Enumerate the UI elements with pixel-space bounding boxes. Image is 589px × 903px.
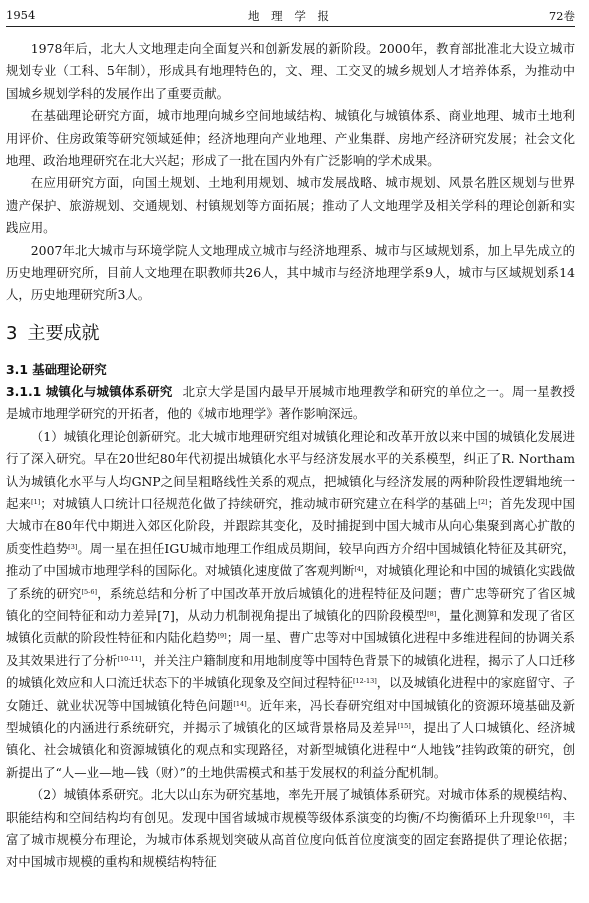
paragraph-basic-theory: 在基础理论研究方面，城市地理向城乡空间地域结构、城镇化与城镇体系、商业地理、城市土地利用评价、住房政策等研究领域延伸；经济地理向产业地理、产业集群、房地产经济研究发展；社会文化地理、政治地理研究在北大兴起；形成了一批在国内外有广泛影响的学术成果。 bbox=[6, 108, 575, 169]
paragraph-applied-research: 在应用研究方面，向国土规划、土地利用规划、城市发展战略、城市规划、风景名胜区规划与世界遗产保护、旅游规划、交通规划、村镇规划等方面拓展；推动了人文地理学及相关学科的理论创新和实践应用。 bbox=[6, 175, 575, 236]
text-run: ，并关注户籍制度和用地制度等中国特色背景下的城镇化进程，揭示了人口迁移的城镇化效应和人口流迁状态下的半城镇化现象及空间过程特征 bbox=[6, 652, 575, 691]
text-run: （2）城镇体系研究。北大以山东为研究基地，率先开展了城镇体系研究。对城市体系的规模结构、职能结构和空间结构均有创见。发现中国省域城市规模等级体系演变的均衡/不均衡循环上升现象 bbox=[6, 787, 575, 825]
section-number: 3 bbox=[6, 322, 18, 344]
text-run: ；对城镇人口统计口径规范化做了持续研究，推动城市研究建立在科学的基础上 bbox=[40, 495, 479, 511]
text-run: ；首先发现中国大城市在80年代中期进入郊区化阶段，并跟踪其变化，及时捕捉到中国大城市从向心集聚到离心扩散的质变性趋势 bbox=[6, 495, 575, 556]
text-run: ，量化测算和发现了省区城镇化贡献的阶段性特征和内陆化趋势 bbox=[6, 607, 575, 646]
citation: [8] bbox=[427, 609, 437, 618]
paragraph-urban-system bbox=[6, 784, 575, 874]
volume-label: 72卷 bbox=[548, 9, 575, 23]
citation: [3] bbox=[68, 542, 78, 551]
text-run: ，丰富了城市规模分布理论，为城市体系规划突破从高首位度向低首位度演变的固定套路提供了理论依据；对中国城市规模的重构和规模结构特征 bbox=[6, 809, 575, 870]
citation: [15] bbox=[397, 721, 411, 730]
citation: [14] bbox=[233, 699, 247, 708]
subsection-heading-3-1: 3.1 基础理论研究 bbox=[6, 361, 107, 377]
text-run: 。近年来，冯长春研究组对中国城镇化的资源环境基础及新型城镇化的内涵进行系统研究，并揭示了城镇化的区域背景格局及差异 bbox=[6, 697, 576, 735]
citation: [10-11] bbox=[117, 654, 142, 663]
paragraph-2007: 2007年北大城市与环境学院人文地理成立城市与经济地理系、城市与区域规划系，加上早先成立的历史地理研究所，目前人文地理在职教师共26人，其中城市与经济地理学系9人，城市与区域规划系14人，历史地理研究所3人。 bbox=[6, 242, 575, 303]
citation: [5-6] bbox=[81, 587, 98, 596]
citation: [9] bbox=[217, 632, 227, 641]
subsubsection-heading-3-1-1: 3.1.1 城镇化与城镇体系研究 bbox=[6, 383, 173, 399]
section-title: 主要成就 bbox=[27, 322, 100, 344]
citation: [16] bbox=[536, 811, 550, 820]
citation: [12-13] bbox=[352, 677, 377, 686]
citation: [2] bbox=[478, 497, 488, 506]
text-run: ，对城镇化理论和中国的城镇化实践做了系统的研究 bbox=[6, 563, 576, 601]
paragraph-3-1-1-text: 北京大学是国内最早开展城市地理教学和研究的单位之一。周一星教授是城市地理学研究的开拓者，他的《城市地理学》著作影响深远。 bbox=[6, 383, 576, 422]
citation: [1] bbox=[31, 497, 41, 506]
text-run: ，提出了人口城镇化、经济城镇化、社会城镇化和资源城镇化的观点和实现路径，对新型城镇化进程中“人地钱”挂钩政策的研究，创新提出了“人—业—地—钱（财）”的土地供需模式和基于发展权的利益分配机制。 bbox=[6, 719, 575, 780]
paragraph-1978: 1978年后，北大人文地理走向全面复兴和创新发展的新阶段。2000年，教育部批准北大设立城市规划专业（工科、5年制），形成具有地理特色的，文、理、工交叉的城乡规划人才培养体系，为推动中国城乡规划学科的发展作出了重要贡献。 bbox=[6, 41, 575, 101]
text-run: 。周一星在担任IGU城市地理工作组成员期间，较早向西方介绍中国城镇化特征及其研究，推动了中国城市地理学科的国际化。对城镇化速度做了客观判断 bbox=[6, 540, 575, 579]
text-run: （1）城镇化理论创新研究。北大城市地理研究组对城镇化理论和改革开放以来中国的城镇化发展进行了深入研究。早在20世纪80年代初提出城镇化水平与经济发展水平的关系模型，纠正了R. Northam认为城镇化水平与人均GNP之间呈粗略线性关系的观点，把城镇化与经济发展的两种阶段性逻辑地统一起来 bbox=[6, 428, 575, 511]
journal-title: 地 理 学 报 bbox=[248, 9, 333, 23]
text-run: ，系统总结和分析了中国改革开放后城镇化的进程特征及问题；曹广忠等研究了省区城镇化的空间特征和动力差异[7]，从动力机制视角提出了城镇化的四阶段模型 bbox=[6, 585, 576, 623]
paragraph-urbanization-theory bbox=[6, 426, 575, 785]
citation: [4] bbox=[354, 565, 364, 574]
paragraph-3-1-1 bbox=[6, 381, 575, 426]
text-run: ；周一星、曹广忠等对中国城镇化进程中多维进程间的协调关系及其效果进行了分析 bbox=[6, 630, 576, 668]
body-text bbox=[6, 38, 575, 874]
running-header bbox=[6, 4, 575, 27]
page-number: 1954 bbox=[6, 8, 36, 22]
section-heading-3 bbox=[6, 321, 575, 347]
text-run: ，以及城镇化进程中的家庭留守、子女随迁、就业状况等中国城镇化特色问题 bbox=[6, 675, 575, 713]
